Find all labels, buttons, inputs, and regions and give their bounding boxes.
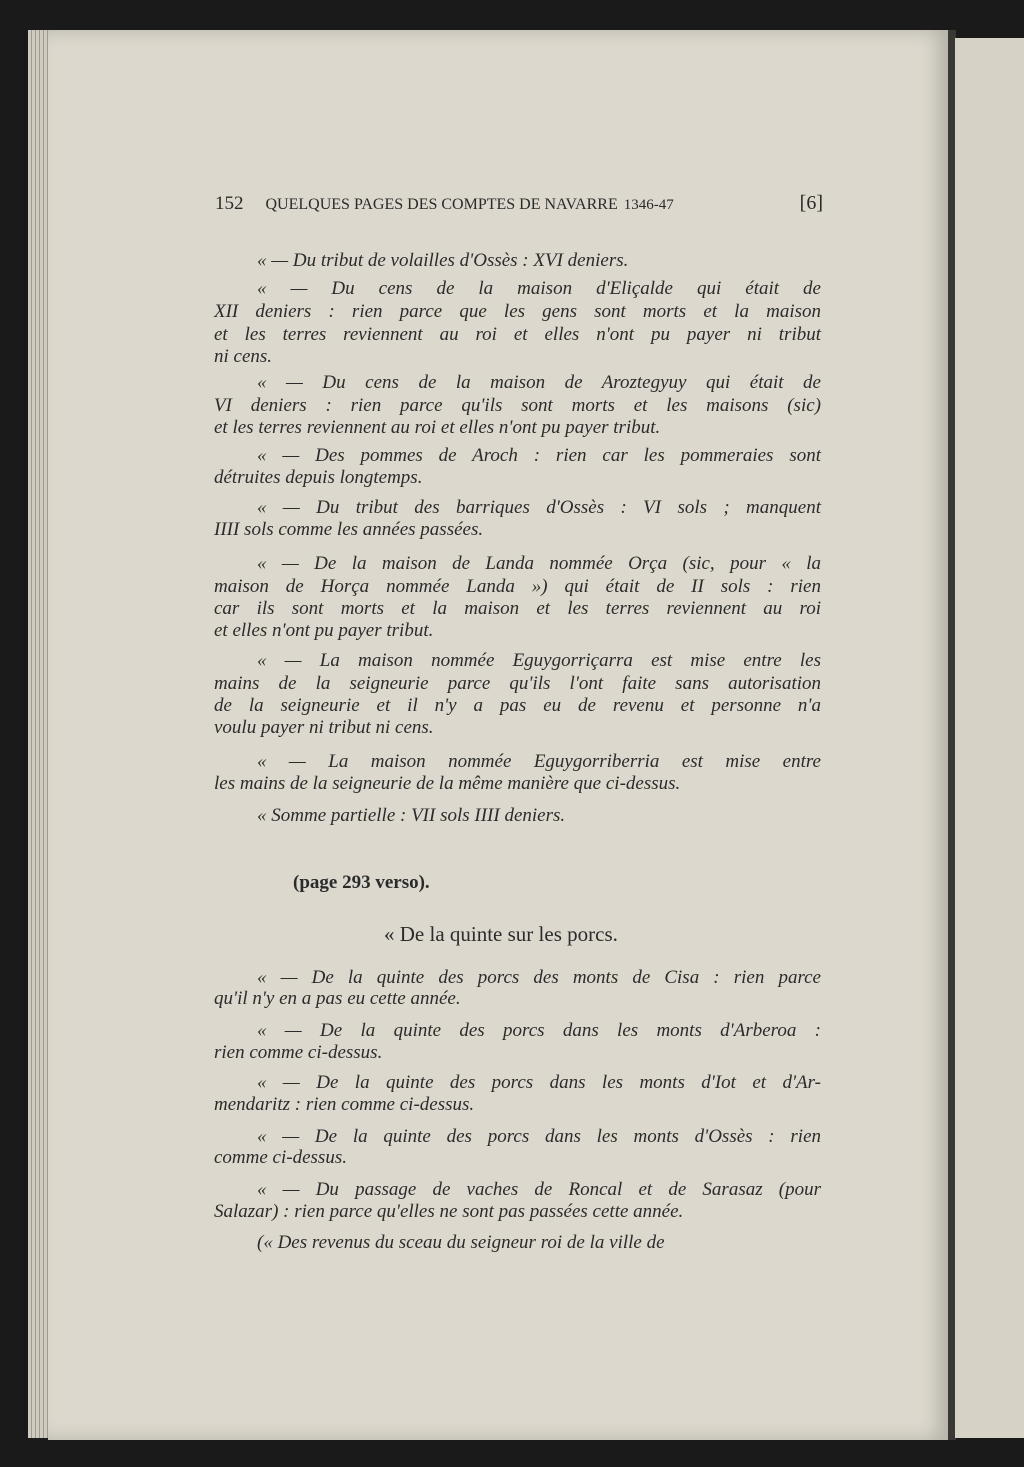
paragraph-line: ni cens. [214,346,273,367]
paragraph-line: « — Des pommes de Aroch : rien car les pommeraies sont [257,445,821,466]
paragraph-line: rien comme ci-dessus. [214,1042,383,1063]
paragraph-line: « — De la quinte des porcs dans les monts d'Arberoa : [257,1020,821,1041]
paragraph-line: voulu payer ni tribut ni cens. [214,717,434,738]
paragraph-line: qu'il n'y en a pas eu cette année. [214,988,461,1009]
paragraph-line: et elles n'ont pu payer tribut. [214,620,434,641]
paragraph-line: mains de la seigneurie parce qu'ils l'ont faite sans autorisation [214,673,821,694]
paragraph-line: détruites depuis longtemps. [214,467,423,488]
paragraph-line: et les terres reviennent au roi et elles n'ont pu payer ni tribut [214,324,821,345]
section-number: [6] [799,192,823,214]
paragraph-line: car ils sont morts et la maison et les terres reviennent au roi [214,598,821,619]
paragraph-line: (« Des revenus du sceau du seigneur roi de la ville de [257,1232,665,1253]
paragraph-line: « — Du cens de la maison de Aroztegyuy qui était de [257,372,821,393]
paragraph-line: « — De la quinte des porcs dans les monts d'Iot et d'Ar- [257,1072,821,1093]
section-subheading: « De la quinte sur les porcs. [384,922,618,946]
paragraph-line: « — De la maison de Landa nommée Orça (sic, pour « la [257,553,821,574]
paragraph-line: « — Du cens de la maison d'Eliçalde qui était de [257,278,821,299]
paragraph-line: Salazar) : rien parce qu'elles ne sont pas passées cette année. [214,1201,684,1222]
paragraph-line: « — De la quinte des porcs des monts de Cisa : rien parce [257,967,821,988]
paragraph-line: les mains de la seigneurie de la même manière que ci-dessus. [214,773,681,794]
paragraph-line: VI deniers : rien parce qu'ils sont morts et les maisons (sic) [214,395,821,416]
paragraph-line: « — Du passage de vaches de Roncal et de Sarasaz (pour [257,1179,821,1200]
paragraph-line: IIII sols comme les années passées. [214,519,484,540]
page-number: 152 [215,193,244,214]
facing-page-edge [955,38,1024,1438]
running-header [215,192,823,215]
paragraph-line: « Somme partielle : VII sols IIII deniers. [257,805,566,826]
paragraph-line: mendaritz : rien comme ci-dessus. [214,1094,475,1115]
paragraph-line: XII deniers : rien parce que les gens sont morts et la maison [214,301,821,322]
page-reference: (page 293 verso). [293,872,430,893]
paragraph-line: « — Du tribut de volailles d'Ossès : XVI deniers. [257,250,629,271]
paragraph-line: et les terres reviennent au roi et elles n'ont pu payer tribut. [214,417,661,438]
running-title-years: 1346-47 [623,197,674,213]
book-page-edges [28,30,50,1438]
paragraph-line: maison de Horça nommée Landa ») qui était de II sols : rien [214,576,821,597]
running-title: QUELQUES PAGES DES COMPTES DE NAVARRE [265,196,618,213]
paragraph-line: de la seigneurie et il n'y a pas eu de revenu et personne n'a [214,695,821,716]
paragraph-line: comme ci-dessus. [214,1147,347,1168]
paragraph-line: « — La maison nommée Eguygorriçarra est mise entre les [257,650,821,671]
paragraph-line: « — De la quinte des porcs dans les monts d'Ossès : rien [257,1126,821,1147]
paragraph-line: « — Du tribut des barriques d'Ossès : VI sols ; manquent [257,497,821,518]
paragraph-line: « — La maison nommée Eguygorriberria est mise entre [257,751,821,772]
